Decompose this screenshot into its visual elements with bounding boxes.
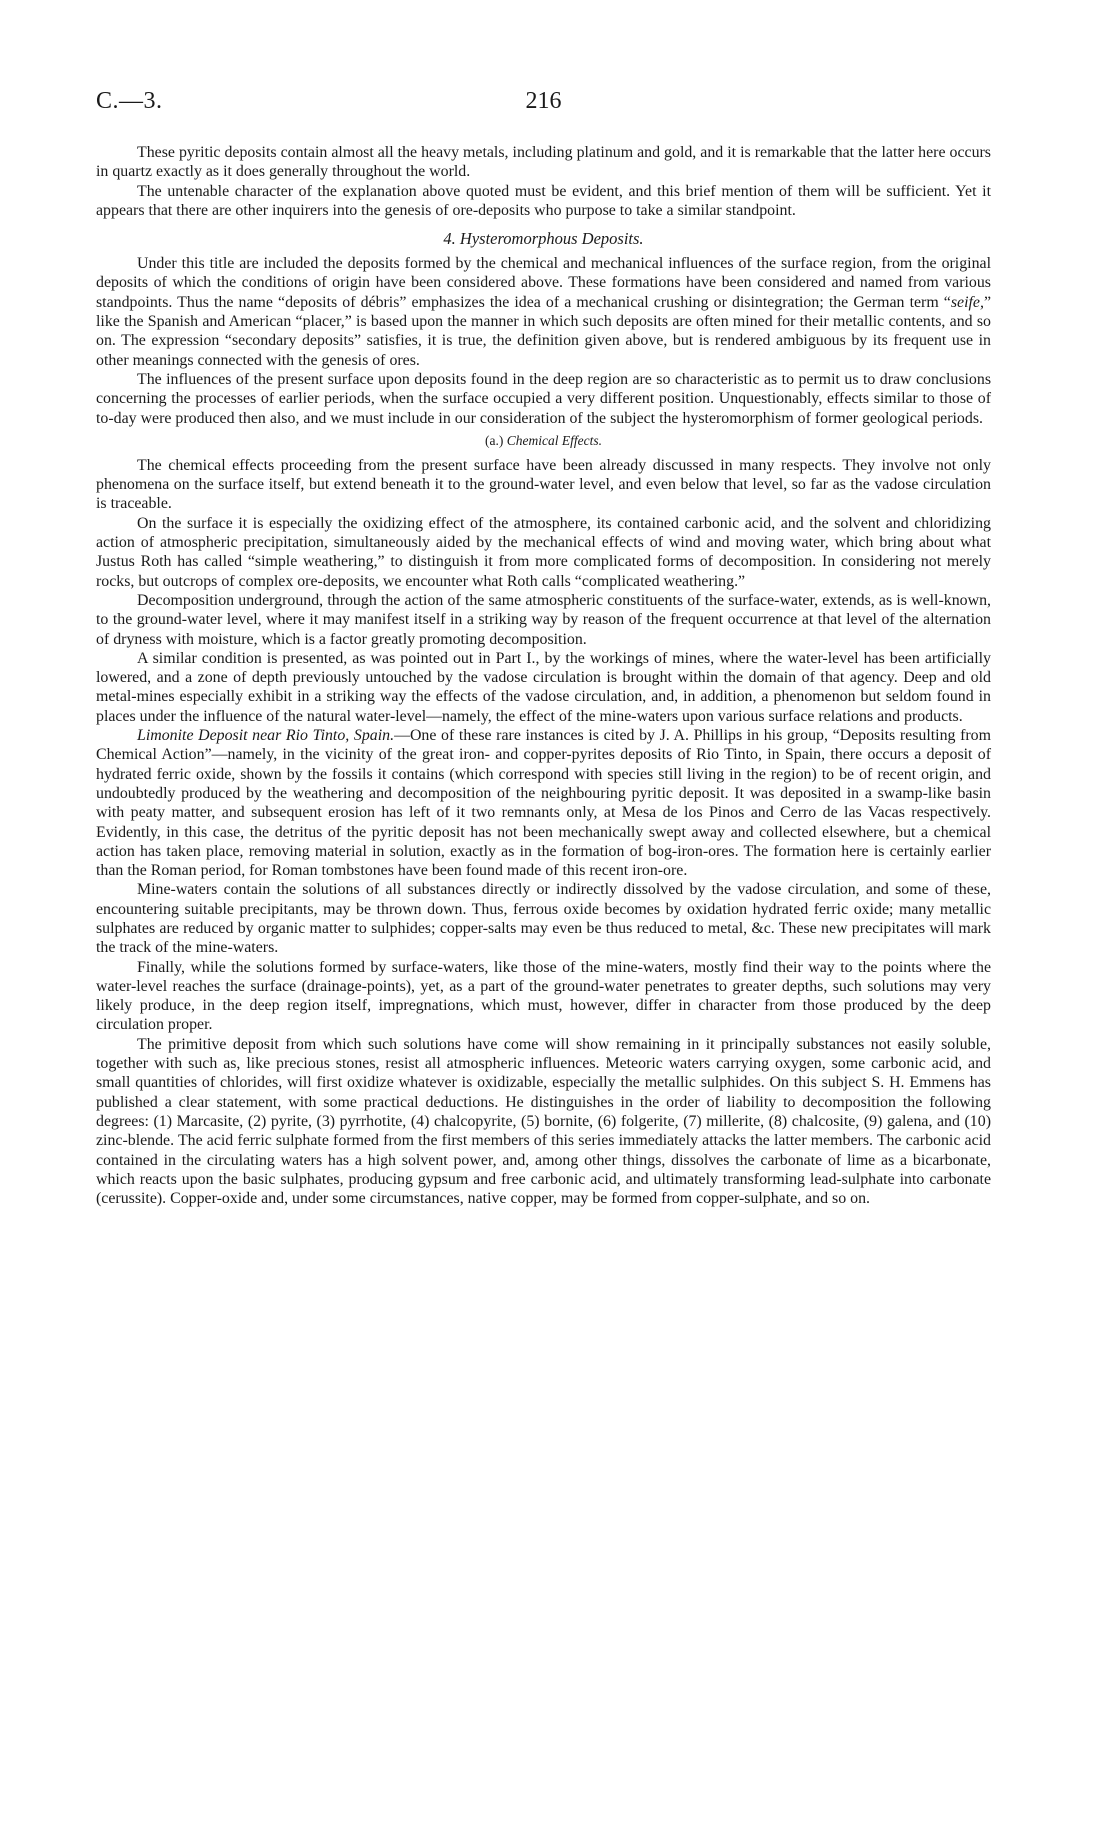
body-text [96, 143, 991, 1208]
paragraph: Finally, while the solutions formed by surface-waters, like those of the mine-waters, mostly find their way to the points where the water-level reaches the surface (drainage-points), yet, as a part of the ground-water penetrates to greater depths, such solutions may very likely produce, in the deep region itself, impregnations, which must, however, differ in character from those produced by the deep circulation proper. [96, 958, 991, 1034]
series-label: C.—3. [96, 88, 163, 114]
subsection-marker: (a.) [485, 432, 504, 448]
paragraph-text: ” like the Spanish and American “placer,” is based upon the manner in which such deposits are often mined for their metallic contents, and so on. The expression “secondary deposits” satisfies, it is true, the definition given above, but is rendered ambiguous by its frequent use in other meanings connected with the genesis of ores. [96, 293, 991, 369]
page-number: 216 [525, 88, 562, 114]
subsection-heading [96, 432, 991, 450]
paragraph: Decomposition underground, through the action of the same atmospheric constituents of the surface-water, extends, as is well-known, to the ground-water level, where it may manifest itself in a striking way by reason of the frequent occurrence at that level of the alternation of dryness with moisture, which is a factor greatly promoting decomposition. [96, 591, 991, 648]
paragraph: Mine-waters contain the solutions of all substances directly or indirectly dissolved by the vadose circulation, and some of these, encountering suitable precipitants, may be thrown down. Thus, ferrous oxide becomes by oxidation hydrated ferric oxide; many metallic sulphates are reduced by organic matter to sulphides; copper-salts may even be thus reduced to metal, &c. These new precipitates will mark the track of the mine-waters. [96, 881, 991, 957]
paragraph: On the surface it is especially the oxidizing effect of the atmosphere, its contained carbonic acid, and the solvent and chloridizing action of atmospheric precipitation, simultaneously aided by the mechanical effects of wind and moving water, which bring about what Justus Roth has called “simple weathering,” to distinguish it from more complicated forms of decomposition. In considering not merely rocks, but outcrops of complex ore-deposits, we encounter what Roth calls “complicated weathering.” [96, 514, 991, 590]
paragraph: The chemical effects proceeding from the present surface have been already discussed in many respects. They involve not only phenomena on the surface itself, but extend beneath it to the ground-water level, and even below that level, so far as the vadose circulation is traceable. [96, 456, 991, 513]
paragraph [96, 254, 991, 370]
paragraph: The untenable character of the explanation above quoted must be evident, and this brief mention of them will be sufficient. Yet it appears that there are other inquirers into the genesis of ore-deposits who purpose to take a similar standpoint. [96, 182, 991, 219]
paragraph: A similar condition is presented, as was pointed out in Part I., by the workings of mines, where the water-level has been artificially lowered, and a zone of depth previously untouched by the vadose circulation is brought within the domain of that agency. Deep and old metal-mines especially exhibit in a striking way the effects of the vadose circulation, and, in addition, a phenomenon but seldom found in places under the influence of the natural water-level—namely, the effect of the mine-waters upon various surface relations and products. [96, 649, 991, 725]
paragraph [96, 726, 991, 880]
emphasis-term: seife, [950, 293, 984, 311]
document-page [96, 0, 991, 1208]
subsection-title: Chemical Effects. [506, 432, 602, 448]
paragraph: The influences of the present surface upon deposits found in the deep region are so characteristic as to permit us to draw conclusions concerning the processes of earlier periods, when the surface occupied a very different position. Unquestionably, effects similar to those of to-day were produced then also, and we must include in our consideration of the subject the hysteromorphism of former geological periods. [96, 370, 991, 427]
paragraph: The primitive deposit from which such solutions have come will show remaining in it principally substances not easily soluble, together with such as, like precious stones, resist all atmospheric influences. Meteoric waters carrying oxygen, some carbonic acid, and small quantities of chlorides, will first oxidize whatever is oxidizable, especially the metallic sulphides. On this subject S. H. Emmens has published a clear statement, with some practical deductions. He distinguishes in the order of liability to decomposition the following degrees: (1) Marcasite, (2) pyrite, (3) pyrrhotite, (4) chalcopyrite, (5) bornite, (6) folgerite, (7) millerite, (8) chalcosite, (9) galena, and (10) zinc-blende. The acid ferric sulphate formed from the first members of this series immediately attacks the latter members. The carbonic acid contained in the circulating waters has a high solvent power, and, among other things, dissolves the carbonate of lime as a bicarbonate, which reacts upon the basic sulphates, producing gypsum and free carbonic acid, and ultimately transforming lead-sulphate into carbonate (cerussite). Copper-oxide and, under some circumstances, native copper, may be formed from copper-sulphate, and so on. [96, 1035, 991, 1208]
section-heading: 4. Hysteromorphous Deposits. [443, 229, 644, 249]
paragraph-text: Under this title are included the deposits formed by the chemical and mechanical influences of the surface region, from the original deposits of which the conditions of origin have been considered above. These formations have been considered and named from various standpoints. Thus the name “deposits of débris” emphasizes the idea of a mechanical crushing or disintegration; the German term “ [96, 255, 991, 311]
paragraph-title: Limonite Deposit near Rio Tinto, Spain. [137, 727, 395, 745]
paragraph-text: —One of these rare instances is cited by J. A. Phillips in his group, “Deposits resulting from Chemical Action”—namely, in the vicinity of the great iron- and copper-pyrites deposits of Rio Tinto, in Spain, there occurs a deposit of hydrated ferric oxide, shown by the fossils it contains (which correspond with species still living in the region) to be of recent origin, and undoubtedly produced by the weathering and decomposition of the neighbouring pyritic deposit. It was deposited in a swamp-like basin with peaty matter, and subsequent erosion has left of it two remnants only, at Mesa de los Pinos and Cerro de las Vacas respectively. Evidently, in this case, the detritus of the pyritic deposit has not been mechanically swept away and collected elsewhere, but a chemical action has taken place, removing material in solution, exactly as in the formation of bog-iron-ores. The formation here is certainly earlier than the Roman period, for Roman tombstones have been found made of this recent iron-ore. [96, 727, 991, 880]
paragraph: These pyritic deposits contain almost all the heavy metals, including platinum and gold, and it is remarkable that the latter here occurs in quartz exactly as it does generally throughout the world. [96, 144, 991, 181]
